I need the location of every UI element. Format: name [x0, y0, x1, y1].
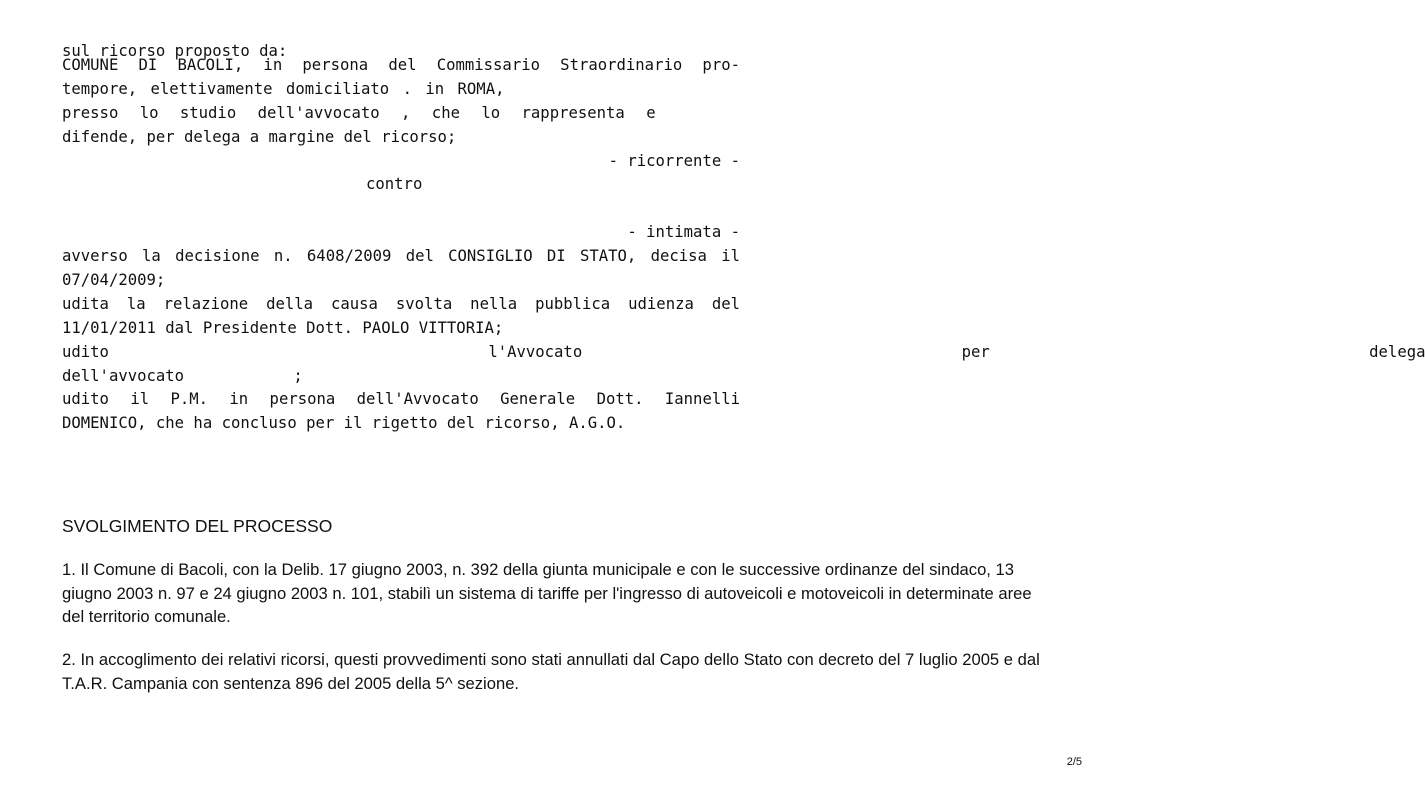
header-line-3	[62, 78, 740, 102]
blank-line	[62, 197, 740, 221]
header-line-2: COMUNE DI BACOLI, in persona del Commissario Straordinario pro-	[62, 56, 740, 74]
ruling-header-block	[62, 40, 1425, 436]
paragraph-1: 1. Il Comune di Bacoli, con la Delib. 17 giugno 2003, n. 392 della giunta municipale e con le successive ordinanze del sindaco, 13 giugno 2003 n. 97 e 24 giugno 2003 n. 101, stabilì un sistema di tariffe per l'ingresso di autoveicoli e motoveicoli in determinate aree del territorio comunale.	[62, 560, 1032, 627]
header-line-1: sul ricorso proposto da:	[62, 42, 288, 60]
body-line-3: udita la relazione della causa svolta nella pubblica udienza del	[62, 294, 740, 313]
paragraph-2: 2. In accoglimento dei relativi ricorsi, questi provvedimenti sono stati annullati dal Capo dello Stato con decreto del 7 luglio 2005 e dal T.A.R. Campania con sentenza 896 del 2005 della 5^ sezione.	[62, 650, 1040, 693]
body-line-5	[62, 341, 1425, 365]
body-line-6: dell'avvocato ;	[62, 366, 303, 385]
contro-label: contro	[366, 175, 423, 194]
header-line-3-text: tempore, elettivamente domiciliato . in ROMA,	[62, 79, 505, 98]
body-line-4: 11/01/2011 dal Presidente Dott. PAOLO VITTORIA;	[62, 318, 504, 337]
page-number: 2/5	[1066, 756, 1082, 768]
header-line-4-text: presso lo studio dell'avvocato , che lo rappresenta e	[62, 103, 656, 122]
intimata-label: - intimata -	[627, 223, 740, 242]
section-title: SVOLGIMENTO DEL PROCESSO	[62, 516, 333, 536]
body-line-5-text: udito l'Avvocato per delega	[62, 342, 1425, 361]
ricorrente-label: - ricorrente -	[608, 151, 740, 170]
body-line-2: 07/04/2009;	[62, 271, 166, 290]
body-line-8: DOMENICO, che ha concluso per il rigetto del ricorso, A.G.O.	[62, 414, 626, 433]
header-line-4	[62, 102, 740, 126]
body-line-1: avverso la decisione n. 6408/2009 del CONSIGLIO DI STATO, decisa il	[62, 247, 740, 266]
body-line-7: udito il P.M. in persona dell'Avvocato Generale Dott. Iannelli	[62, 390, 740, 409]
header-line-5: difende, per delega a margine del ricorso;	[62, 127, 457, 146]
